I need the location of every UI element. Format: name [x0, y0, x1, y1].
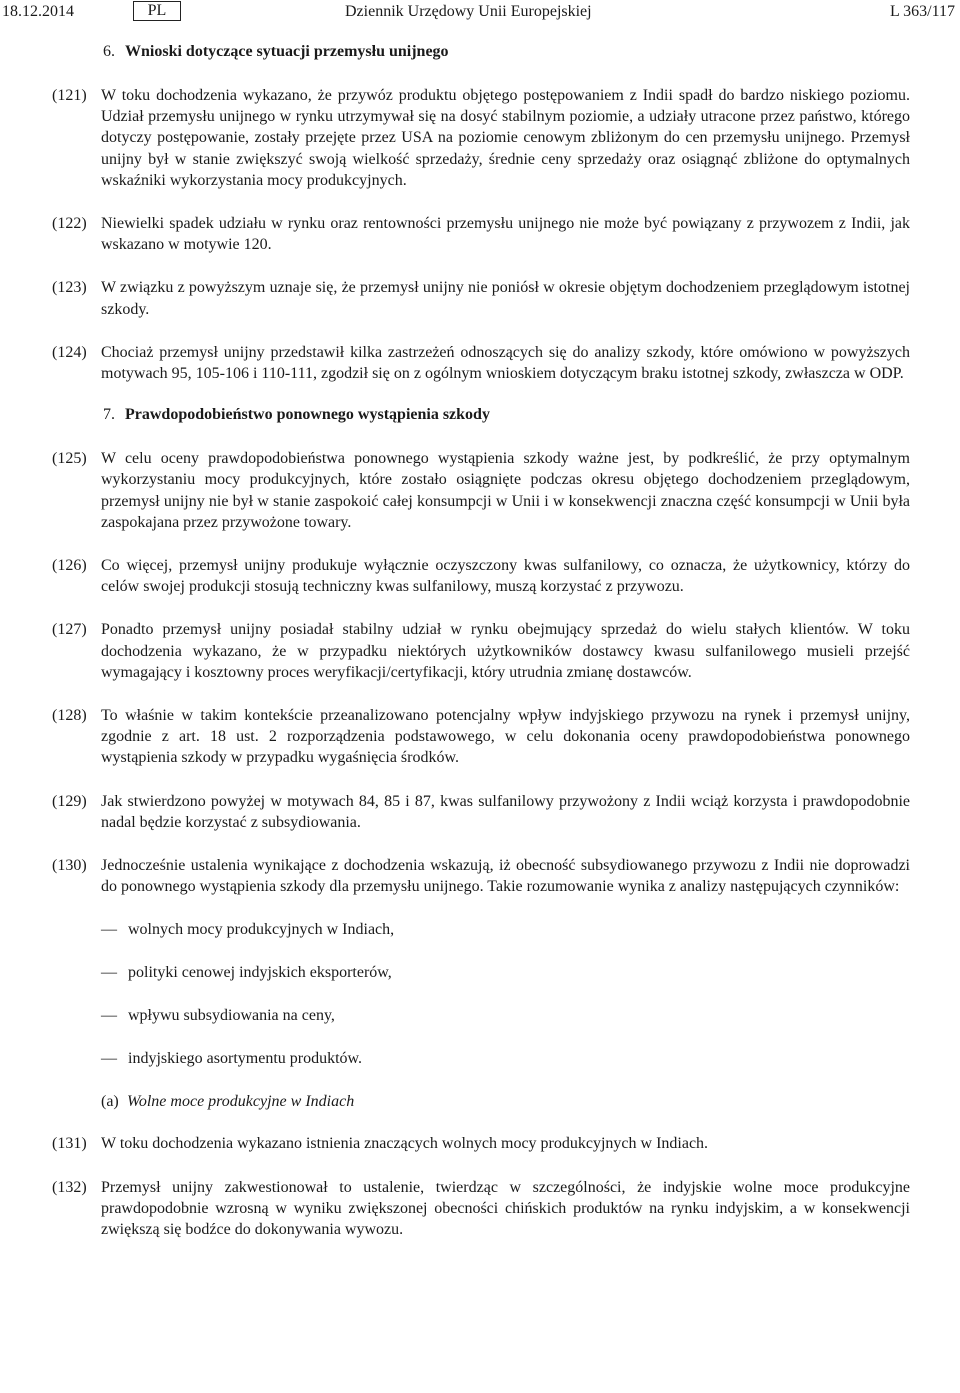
- recital-text: W toku dochodzenia wykazano, że przywóz produktu objętego postępowaniem z Indii spadł do bardzo niskiego poziomu. Udział przemysłu unijnego w rynku utrzymywał się na dosyć stabilnym poziomie, a udziały utracone przez państwo, którego dotyczy postępowanie, zostały przejęte przez USA na poziomie cenowym zbliżonym do cen przemysłu unijnego. Przemysł unijny był w stanie zwiększyć swoją wielkość sprzedaży, średnie ceny sprzedaży oraz osiągnąć zbliżone do optymalnych wskaźniki wykorzystania mocy produkcyjnych.: [101, 87, 910, 189]
- dash-bullet: —: [101, 1050, 117, 1068]
- recital-number: (132): [52, 1178, 87, 1196]
- page-header: [0, 0, 960, 26]
- recital-number: (126): [52, 557, 87, 575]
- subsection-title: Wolne moce produkcyjne w Indiach: [127, 1093, 355, 1111]
- list-item-text: wolnych mocy produkcyjnych w Indiach,: [128, 921, 395, 939]
- list-item-text: polityki cenowej indyjskich eksporterów,: [128, 964, 392, 982]
- recital: [0, 855, 960, 897]
- recital: [0, 213, 960, 255]
- recital-text: Jak stwierdzono powyżej w motywach 84, 85 i 87, kwas sulfanilowy przywożony z Indii wciąż korzysta i prawdopodobnie nadal będzie korzystać z subsydiowania.: [101, 792, 910, 831]
- list-item-text: indyjskiego asortymentu produktów.: [128, 1050, 363, 1068]
- list-item: [0, 1005, 960, 1026]
- recital-text: Chociaż przemysł unijny przedstawił kilka zastrzeżeń odnoszących się do analizy szkody, które omówiono w powyższych motywach 95, 105-106 i 110-111, zgodził się on z ogólnym wnioskiem dotyczącym braku istotnej szkody, zwłaszcza w ODP.: [101, 343, 910, 383]
- recital-text: Przemysł unijny zakwestionował to ustalenie, twierdząc w szczególności, że indyjskie wolne moce produkcyjne prawdopodobnie wzrosną w wyniku zwiększonej obecności chińskich produktów na rynku indyjskim, a w konsekwencji zwiększą się bodźce do dokonywania wywozu.: [101, 1178, 910, 1239]
- recital: [0, 448, 960, 533]
- recital-text: W celu oceny prawdopodobieństwa ponownego wystąpienia szkody ważne jest, by podkreślić, że przy optymalnym wykorzystaniu mocy produkcyjnych, które zostało osiągnięte podczas okresu objętego dochodzeniem przeglądowym, przemysł unijny nie był w stanie zaspokoić całej konsumpcji w Unii i w konsekwencji znaczna część konsumpcji w Unii była zaspokajana przez przywożone towary.: [101, 450, 910, 531]
- section-title: Wnioski dotyczące sytuacji przemysłu unijnego: [125, 43, 449, 60]
- recital: [0, 277, 960, 319]
- section-heading-7: [0, 406, 960, 428]
- recital-number: (130): [52, 857, 87, 875]
- section-title: Prawdopodobieństwo ponownego wystąpienia szkody: [125, 406, 490, 424]
- recital: [0, 619, 960, 683]
- recital-number: (121): [52, 87, 87, 104]
- recital-number: (131): [52, 1135, 87, 1153]
- page-reference: L 363/117: [889, 3, 955, 20]
- dash-bullet: —: [101, 964, 117, 982]
- recital-number: (125): [52, 450, 87, 468]
- recital-number: (124): [52, 343, 87, 361]
- recital-text: Co więcej, przemysł unijny produkuje wyłącznie oczyszczony kwas sulfanilowy, co oznacza, że użytkownicy, którzy do celów swojej produkcji stosują techniczny kwas sulfanilowy, muszą korzystać z przywozu.: [101, 557, 910, 596]
- section-heading-6: [0, 43, 960, 65]
- recital-number: (122): [52, 215, 87, 233]
- recital: [0, 705, 960, 769]
- section-number: 7.: [103, 406, 115, 424]
- recital-number: (127): [52, 621, 87, 639]
- recital: [0, 342, 960, 384]
- list-item: [0, 919, 960, 940]
- recital-number: (123): [52, 279, 87, 297]
- language-badge: PL: [133, 1, 181, 21]
- subsection-label: (a): [101, 1093, 119, 1111]
- recital-text: W związku z powyższym uznaje się, że przemysł unijny nie poniósł w okresie objętym dochodzeniem przeglądowym istotnej szkody.: [101, 279, 910, 318]
- journal-title: Dziennik Urzędowy Unii Europejskiej: [345, 3, 592, 20]
- recital: [0, 1177, 960, 1241]
- document-body: [0, 43, 960, 1262]
- recital-text: W toku dochodzenia wykazano istnienia znaczących wolnych mocy produkcyjnych w Indiach.: [101, 1135, 709, 1153]
- section-number: 6.: [103, 43, 115, 60]
- list-item: [0, 1048, 960, 1069]
- list-item-text: wpływu subsydiowania na ceny,: [128, 1007, 335, 1025]
- recital-text: Ponadto przemysł unijny posiadał stabilny udział w rynku obejmujący sprzedaż do wielu stałych klientów. W toku dochodzenia wykazano, że w przypadku niektórych użytkowników dostawcy kwasu sulfanilowego musieli przejść wymagający i kosztowny proces weryfikacji/certyfikacji, który utrudnia zmianę dostawców.: [101, 621, 910, 681]
- subsection-heading: [0, 1091, 960, 1112]
- recital-text: Niewielki spadek udziału w rynku oraz rentowności przemysłu unijnego nie może być powiązany z przywozem z Indii, jak wskazano w motywie 120.: [101, 215, 910, 254]
- recital-number: (129): [52, 792, 87, 810]
- recital: [0, 1133, 960, 1154]
- recital-text: To właśnie w takim kontekście przeanalizowano potencjalny wpływ indyjskiego przywozu na rynek i przemysł unijny, zgodnie z art. 18 ust. 2 rozporządzenia podstawowego, w celu dokonania oceny prawdopodobieństwa ponownego wystąpienia szkody w przypadku wygaśnięcia środków.: [101, 707, 910, 767]
- recital: [0, 555, 960, 597]
- recital: [0, 791, 960, 833]
- publication-date: 18.12.2014: [2, 3, 74, 20]
- dash-bullet: —: [101, 921, 117, 939]
- dash-bullet: —: [101, 1007, 117, 1025]
- list-item: [0, 962, 960, 983]
- recital-number: (128): [52, 707, 87, 725]
- recital-text: Jednocześnie ustalenia wynikające z dochodzenia wskazują, iż obecność subsydiowanego przywozu z Indii nie doprowadzi do ponownego wystąpienia szkody dla przemysłu unijnego. Takie rozumowanie wynika z analizy następujących czynników:: [101, 857, 910, 896]
- recital: [0, 85, 960, 191]
